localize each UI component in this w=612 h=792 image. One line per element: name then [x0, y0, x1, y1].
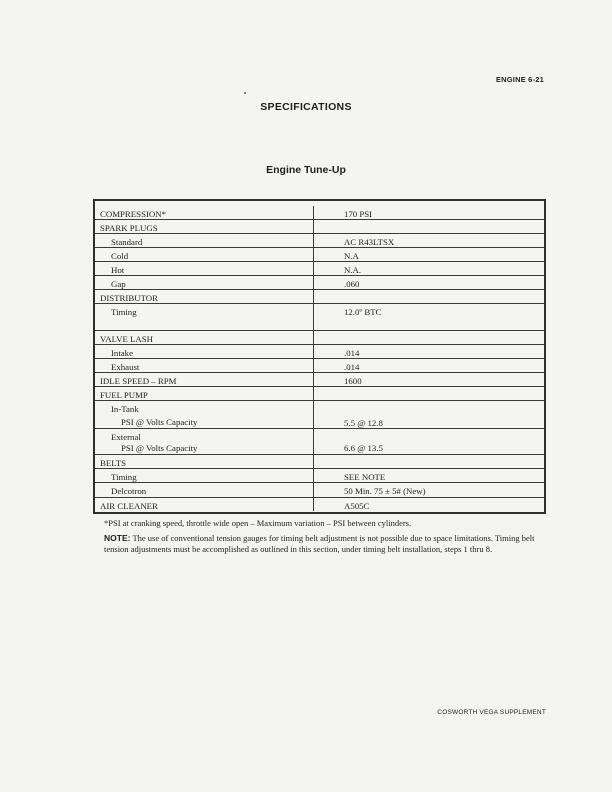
note-text: The use of conventional tension gauges for timing belt adjustment is not possible due to space limitations. Timing belt tension adjustments must be accomplished as outlined in this section, under timing belt installation, steps 1 thru 8. [104, 533, 535, 554]
table-row-external [95, 429, 544, 455]
row-label: Intake [111, 348, 133, 358]
page-reference: ENGINE 6-21 [495, 75, 544, 84]
footnote: *PSI at cranking speed, throttle wide open – Maximum variation – PSI between cylinders. [104, 518, 412, 528]
row-label: AIR CLEANER [100, 501, 158, 511]
row-value: 5.5 @ 12.8 [344, 418, 383, 428]
scan-speck [244, 92, 246, 94]
row-label: BELTS [100, 458, 127, 468]
row-value: .014 [344, 348, 360, 358]
table-row-fuel-pump [95, 387, 544, 401]
row-value: 1600 [344, 376, 362, 386]
table-row-belt-timing [95, 469, 544, 483]
tune-up-spec-table [93, 199, 546, 514]
row-label: FUEL PUMP [100, 390, 148, 400]
row-value: .014 [344, 362, 360, 372]
row-label: SPARK PLUGS [100, 223, 158, 233]
table-row-hot [95, 262, 544, 276]
row-sub-label: PSI @ Volts Capacity [121, 443, 198, 453]
table-row-compression [95, 206, 544, 220]
table-row-belts [95, 455, 544, 469]
row-label: In-Tank [111, 404, 139, 414]
row-label: VALVE LASH [100, 334, 154, 344]
table-row-standard [95, 234, 544, 248]
row-label: Timing [111, 472, 137, 482]
row-label: Gap [111, 279, 126, 289]
row-value: .060 [344, 279, 360, 289]
row-sub-label: PSI @ Volts Capacity [121, 417, 198, 427]
table-row-spark-plugs [95, 220, 544, 234]
row-label: DISTRIBUTOR [100, 293, 159, 303]
row-label: Delcotron [111, 486, 147, 496]
section-subtitle: Engine Tune-Up [266, 164, 346, 176]
table-row-cold [95, 248, 544, 262]
row-value: A505C [344, 501, 370, 511]
table-row-valve-lash [95, 331, 544, 345]
table-row-distributor [95, 290, 544, 304]
note-paragraph [104, 533, 544, 554]
page-title: SPECIFICATIONS [260, 101, 352, 113]
row-label: Hot [111, 265, 125, 275]
table-row-intake [95, 345, 544, 359]
row-value: N.A [344, 251, 359, 261]
row-value: 50 Min. 75 ± 5# (New) [344, 486, 426, 496]
row-label: Exhaust [111, 362, 140, 372]
page-footer: COSWORTH VEGA SUPPLEMENT [437, 709, 546, 716]
row-label: Cold [111, 251, 129, 261]
table-row-gap [95, 276, 544, 290]
row-label: Standard [111, 237, 143, 247]
row-value: 170 PSI [344, 209, 373, 219]
row-value: AC R43LTSX [344, 237, 395, 247]
row-label: IDLE SPEED – RPM [100, 376, 177, 386]
table-row-air-cleaner [95, 498, 544, 511]
table-row-in-tank [95, 401, 544, 429]
row-value: 12.0º BTC [344, 307, 382, 317]
row-value: SEE NOTE [344, 472, 386, 482]
table-row-idle-speed [95, 373, 544, 387]
note-label: NOTE: [104, 533, 131, 543]
row-value: N.A. [344, 265, 362, 275]
row-label: External [111, 432, 141, 442]
row-label: Timing [111, 307, 137, 317]
table-row-exhaust [95, 359, 544, 373]
table-row-timing [95, 304, 544, 331]
row-value: 6.6 @ 13.5 [344, 443, 383, 453]
table-row-delcotron [95, 483, 544, 498]
row-label: COMPRESSION* [100, 209, 166, 219]
